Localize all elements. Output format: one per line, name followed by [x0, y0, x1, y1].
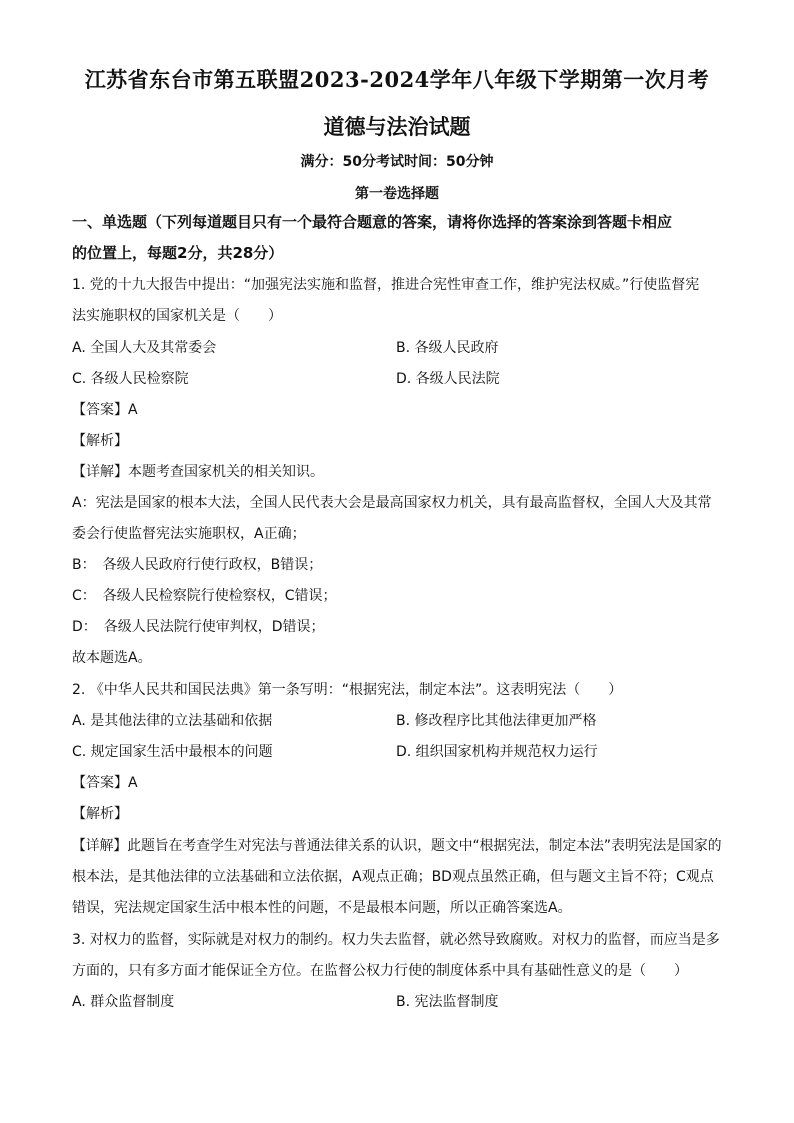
exam-subject: 道德与法治试题	[323, 114, 471, 139]
q1-detail: 【详解】本题考查国家机关的相关知识。	[72, 464, 324, 480]
q3-stem-line2: 方面的，只有多方面才能保证全方位。在监督公权力行使的制度体系中具有基础性意义的是（ ）	[72, 963, 688, 979]
q1-option-d: D. 各级人民法院	[396, 371, 500, 387]
section-heading-line2: 的位置上，每题2分，共28分）	[72, 244, 284, 262]
q2-option-b: B. 修改程序比其他法律更加严格	[396, 713, 597, 729]
q3-option-b: B. 宪法监督制度	[396, 994, 499, 1010]
q1-explain-line1: A：宪法是国家的根本大法，全国人民代表大会是最高国家权力机关，具有最高监督权，全国人大及其常	[72, 495, 712, 511]
q1-explain-line3: B： 各级人民政府行使行政权，B错误；	[72, 557, 323, 573]
q2-answer: 【答案】A	[72, 775, 138, 791]
part-heading: 第一卷选择题	[355, 186, 439, 202]
q1-answer: 【答案】A	[72, 402, 138, 418]
q1-stem-line2: 法实施职权的国家机关是（ ）	[72, 308, 282, 324]
q2-option-c: C. 规定国家生活中最根本的问题	[72, 744, 273, 760]
q1-analysis-label: 【解析】	[72, 433, 128, 449]
q2-detail-line2: 根本法，是其他法律的立法基础和立法依据，A观点正确；BD观点虽然正确，但与题文主旨不符；C观点	[72, 869, 714, 885]
q2-detail-line1: 【详解】此题旨在考查学生对宪法与普通法律关系的认识，题文中“根据宪法，制定本法”表明宪法是国家的	[72, 838, 722, 854]
q2-detail-line3: 错误，宪法规定国家生活中根本性的问题，不是最根本问题，所以正确答案选A。	[72, 900, 572, 916]
q2-option-a: A. 是其他法律的立法基础和依据	[72, 713, 273, 729]
q1-conclusion: 故本题选A。	[72, 650, 152, 666]
exam-title: 江苏省东台市第五联盟2023-2024学年八年级下学期第一次月考	[84, 67, 710, 92]
q2-option-d: D. 组织国家机构并规范权力运行	[396, 744, 598, 760]
q3-option-a: A. 群众监督制度	[72, 994, 175, 1010]
q1-explain-line4: C： 各级人民检察院行使检察权，C错误；	[72, 588, 337, 604]
section-heading-line1: 一、单选题（下列每道题目只有一个最符合题意的答案，请将你选择的答案涂到答题卡相应	[72, 213, 673, 231]
q1-option-c: C. 各级人民检察院	[72, 371, 189, 387]
q2-analysis-label: 【解析】	[72, 806, 128, 822]
q1-option-b: B. 各级人民政府	[396, 340, 499, 356]
exam-meta: 满分：50分考试时间：50分钟	[300, 154, 494, 170]
q2-stem: 2. 《中华人民共和国民法典》第一条写明：“根据宪法，制定本法”。这表明宪法（ ）	[72, 682, 623, 698]
q1-explain-line5: D： 各级人民法院行使审判权，D错误；	[72, 619, 325, 635]
q1-stem-line1: 1. 党的十九大报告中提出：“加强宪法实施和监督，推进合宪性审查工作，维护宪法权威。”行使监督宪	[72, 277, 700, 293]
q1-option-a: A. 全国人大及其常委会	[72, 340, 217, 356]
q3-stem-line1: 3. 对权力的监督，实际就是对权力的制约。权力失去监督，就必然导致腐败。对权力的监督，而应当是多	[72, 932, 720, 948]
q1-explain-line2: 委会行使监督宪法实施职权，A正确；	[72, 526, 306, 542]
